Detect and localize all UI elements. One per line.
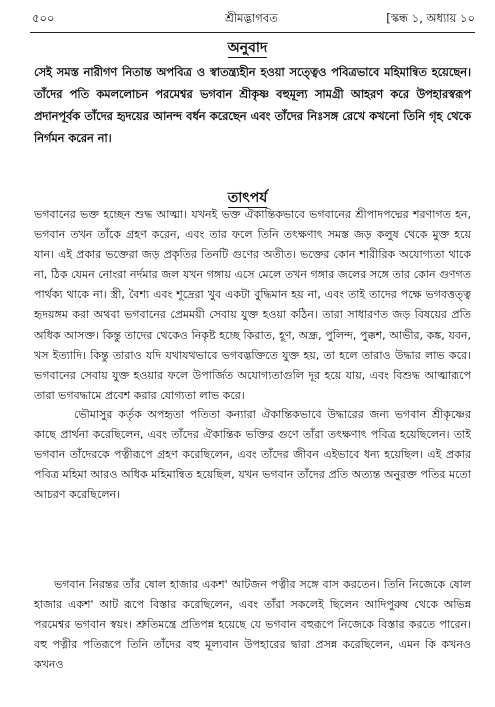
page-number: ৫০০: [32, 11, 55, 25]
chapter-reference: [স্কন্ধ ১, অধ্যায় ১০: [386, 11, 475, 25]
purport-paragraph-1: ভগবানের ভক্ত হচ্ছেন শুদ্ধ আত্মা। যখনই ভক্ত ঐকান্তিকভাবে ভগবানের শ্রীপাদপদ্মের শরণাগত হন, ভগবান তখন তাঁকে গ্রহণ করেন, এবং তার ফলে তিনি তৎক্ষণাৎ সমস্ত জড় কলুষ থেকে মুক্ত হয়ে যান। এই প্রকার ভক্তেরা জড় প্রকৃতির তিনটি গুণের অতীত। ভক্তের কোন শারীরিক অযোগ্যতা থাকে না, ঠিক যেমন নোংরা নর্দমার জল যখন গঙ্গায় এসে মেলে তখন গঙ্গার জলের সঙ্গে তার কোন গুণগত পার্থক্য থাকে না। স্ত্রী, বৈশ্য এবং শূদ্রেরা খুব একটা বুদ্ধিমান হয় না, এবং তাই তাদের পক্ষে ভগবত্তত্ত্ব হৃদয়ঙ্গম করা অথবা ভগবানের প্রেমময়ী সেবায় যুক্ত হওয়া কঠিন। তারা সাধারণত জড় বিষয়ের প্রতি অধিক আসক্ত। কিন্তু তাদের থেকেও নিকৃষ্ট হচ্ছে কিরাত, হূণ, অন্ধ্র, পুলিন্দ, পুক্কশ, আভীর, কঙ্ক, যবন, খস ইত্যাদি। কিন্তু তারাও যদি যথাযথভাবে ভগবদ্ভক্তিতে যুক্ত হয়, তা হলে তারাও উদ্ধার লাভ করে। ভগবানের সেবায় যুক্ত হওয়ার ফলে উপার্জিত অযোগ্যতাগুলি দূর হয়ে যায়, এবং বিশুদ্ধ আত্মারূপে তারা ভগবদ্ধামে প্রবেশ করার যোগ্যতা লাভ করে।: [34, 208, 471, 402]
purport-paragraph-3: ভগবান নিরন্তর তাঁর ষোল হাজার একশ' আটজন পত্নীর সঙ্গে বাস করতেন। তিনি নিজেকে ষোল হাজার একশ' আট রূপে বিস্তার করেছিলেন, এবং তাঁরা সকলেই ছিলেন আদিপুরুষ থেকে অভিন্ন পরমেশ্বর ভগবান স্বয়ং। শ্রুতিমন্ত্রে প্রতিপন্ন হয়েছে যে ভগবান বহুরূপে নিজেকে বিস্তার করতে পারেন। বহু পত্নীর পতিরূপে তিনি তাঁদের বহু মূল্যবান উপহারের দ্বারা প্রসন্ন করেছিলেন, এমন কি কখনও কখনও: [34, 578, 471, 672]
book-title: শ্রীমদ্ভাগবত: [225, 11, 278, 25]
purport-heading-text: তাৎপর্য: [227, 190, 268, 206]
purport-paragraph-2: ভৌমাসুর কর্তৃক অপহৃতা পতিতা কন্যারা ঐকান্তিকভাবে উদ্ধারের জন্য ভগবান শ্রীকৃষ্ণের কাছে প্রার্থনা করেছিলেন, এবং তাঁদের ঐকান্তিক ভক্তির গুণে তাঁরা তৎক্ষণাৎ পবিত্র হয়েছিলেন। তাই ভগবান তাঁদেরকে পত্নীরূপে গ্রহণ করেছিলেন, এবং তাঁদের জীবন এইভাবে ধন্য হয়েছিল। এই প্রকার পবিত্র মহিমা আরও অধিক মহিমান্বিত হয়েছিল, যখন ভগবান তাঁদের প্রতি অত্যন্ত অনুরক্ত পতির মতো আচরণ করেছিলেন।: [34, 408, 471, 502]
translation-text: সেই সমস্ত নারীগণ নিতান্ত অপবিত্র ও স্বাতন্ত্র্যহীন হওয়া সত্ত্বেও পবিত্রভাবে মহিমান্বিত হয়েছেন। তাঁদের পতি কমললোচন পরমেশ্বর ভগবান শ্রীকৃষ্ণ বহুমূল্য সামগ্রী আহরণ করে উপহারস্বরূপ প্রদানপূর্বক তাঁদের হৃদয়ের আনন্দ বর্ধন করেছেন এবং তাঁদের নিঃসঙ্গ রেখে কখনো তিনি গৃহ থেকে নির্গমন করেন না।: [34, 66, 471, 145]
header-rule: [30, 32, 475, 33]
page-header: [28, 8, 475, 28]
translation-heading: [0, 36, 495, 60]
translation-heading-text: অনুবাদ: [227, 40, 268, 56]
